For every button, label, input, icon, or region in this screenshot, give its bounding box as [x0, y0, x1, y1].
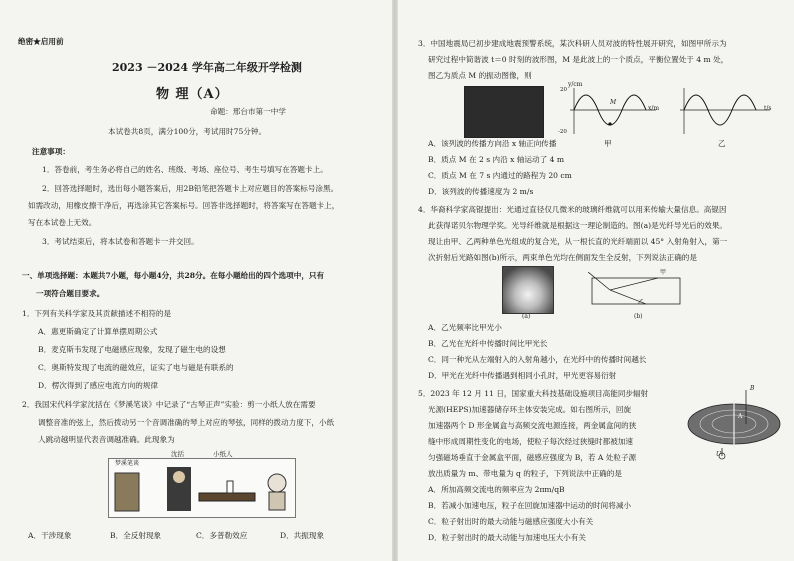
- fig-label-book: 梦溪笔谈: [115, 460, 140, 467]
- question-2: 2．我国宋代科学家沈括在《梦溪笔谈》中记录了“古琴正声”实验：剪一小纸人放在需要: [22, 400, 316, 409]
- section1-heading-cont: 一项符合题目要求。: [36, 289, 105, 298]
- wave-y20: 20: [560, 87, 567, 93]
- cyclotron-label-a: A: [738, 413, 743, 420]
- wave-xlabel-yi: t/s: [764, 105, 772, 112]
- q4-option-d: D．甲光在光纤中传播遇到相同小孔时，甲光更容易衍射: [428, 371, 617, 380]
- wave-ylabel: y/cm: [568, 81, 583, 88]
- wave-mark-m: M: [610, 99, 617, 106]
- q5-option-a: A．所加高频交流电的频率应为 2πm/qB: [428, 485, 565, 494]
- fig4-caption-b: (b): [634, 313, 643, 320]
- secret-label: 绝密★启用前: [18, 37, 64, 46]
- q1-option-d: D．楞次得到了感应电流方向的规律: [38, 381, 158, 390]
- wave-graph-jia: [570, 88, 656, 134]
- subject-title: 物 理（A）: [156, 87, 229, 102]
- exam-title: 2023 －2024 学年高二年级开学检测: [112, 61, 302, 74]
- q1-option-c: C．奥斯特发现了电流的磁效应，证实了电与磁是有联系的: [38, 363, 234, 372]
- question-4-cont2: 现让由甲、乙两种单色光组成的复合光，从一根长直的光纤端面以 45° 入射角射入，第一: [428, 237, 728, 246]
- question-3-end: 图乙为质点 M 的振动图像，则: [428, 71, 532, 80]
- fig-label-paper-man: 小纸人: [213, 450, 233, 458]
- fig4-label-jia: 甲: [660, 269, 667, 276]
- q2-option-c: C．多普勒效应: [196, 531, 248, 540]
- wave-caption-yi: 乙: [718, 139, 726, 148]
- q3-option-b: B．质点 M 在 2 s 内沿 x 轴运动了 4 m: [428, 155, 565, 164]
- fig4-caption-a: (a): [522, 313, 531, 320]
- q4-option-b: B．乙光在光纤中传播时间比甲光长: [428, 339, 548, 348]
- question-3: 3．中国地震局已初步建成地震预警系统，某次科研人员对波的特性展开研究，如图甲所示为: [418, 39, 727, 48]
- question-4: 4．华裔科学家高锟提出：光通过直径仅几微米的玻璃纤维就可以用来传输大量信息。高锟因: [418, 205, 727, 214]
- right-page: [398, 0, 794, 561]
- note-3: 3．考试结束后，将本试卷和答题卡一并交回。: [42, 237, 199, 246]
- section1-heading: 一、单项选择题：本题共7小题，每小题4分，共28分。在每小题给出的四个选项中，只有: [22, 271, 325, 280]
- wave-caption-jia: 甲: [604, 139, 612, 148]
- fiber-diagram: [588, 269, 684, 312]
- question-5-l6: 放出质量为 m、带电量为 q 的粒子，下列说法中正确的是: [428, 469, 622, 478]
- question-5-l2: 光源(HEPS)加速器储存环主体安装完成。如右图所示，回旋: [428, 405, 632, 414]
- question-5: 5．2023 年 12 月 11 日，国家重大科技基础设施项目高能同步辐射: [418, 389, 649, 398]
- author: 命题：邢台市第一中学: [210, 107, 286, 116]
- q3-option-a: A．该列波的传播方向沿 x 轴正向传播: [428, 139, 557, 148]
- question-5-l5: 匀强磁场垂直于金属盒平面，磁感应强度为 B，若 A 处粒子源: [428, 453, 637, 462]
- question-3-cont: 研究过程中简谐波 t＝0 时刻的波形图，M 是此波上的一个质点，平衡位置处于 4 m 处，: [428, 55, 729, 64]
- cyclotron-label-u: U: [716, 451, 722, 458]
- guqin-illustration: [108, 450, 296, 518]
- q5-option-b: B．若减小加速电压，粒子在回旋加速器中运动的时间将减小: [428, 501, 632, 510]
- guqin-drawing: [109, 459, 295, 517]
- question-5-l3: 加速器两个 D 形金属盒与高频交流电源连接，两金属盒间的狭: [428, 421, 637, 430]
- q2-option-b: B．全反射现象: [110, 531, 162, 540]
- fig4-label-yi: 乙: [638, 299, 645, 306]
- question-5-l4: 缝中形成周期性变化的电场，使粒子每次经过狭缝时都被加速: [428, 437, 634, 446]
- question-4-cont: 此获得诺贝尔物理学奖。光导纤维就是根据这一理论制造的。图(a)是光纤导光后的效果。: [428, 221, 728, 230]
- q4-option-a: A．乙光频率比甲光小: [428, 323, 502, 332]
- q4-option-c: C．同一种光从左端射入的入射角越小，在光纤中的传播时间越长: [428, 355, 647, 364]
- q2-option-d: D．共振现象: [280, 531, 325, 540]
- exam-info: 本试卷共8页，满分100分，考试用时75分钟。: [108, 127, 267, 136]
- question-2-end: 人跳动越明显代表音调越准确。此现象为: [38, 435, 175, 444]
- q3-option-c: C．质点 M 在 7 s 内通过的路程为 20 cm: [428, 171, 572, 180]
- q5-option-c: C．粒子射出时的最大动能与磁感应强度大小有关: [428, 517, 594, 526]
- fig-label-shenkuo: 沈括: [171, 450, 184, 458]
- note-2-end: 写在本试卷上无效。: [28, 218, 97, 227]
- notes-heading: 注意事项：: [32, 147, 70, 156]
- note-2-cont: 如需改动，用橡皮擦干净后，再选涂其它答案标号。回答非选择题时，将答案写在答题卡上，: [28, 201, 340, 210]
- q1-option-a: A．惠更斯确定了计算单摆周期公式: [38, 327, 158, 336]
- question-1: 1．下列有关科学家及其贡献描述不相符的是: [22, 309, 172, 318]
- question-4-end: 次折射后光路如图(b)所示，两束单色光均在侧面发生全反射，下列说法正确的是: [428, 253, 697, 262]
- earthquake-warning-photo: [464, 86, 544, 138]
- wave-graphs: [564, 81, 778, 144]
- cyclotron-diagram: [684, 390, 784, 460]
- q2-option-a: A．干涉现象: [28, 531, 72, 540]
- q5-option-d: D．粒子射出时的最大动能与加速电压大小有关: [428, 533, 586, 542]
- note-1: 1．答卷前，考生务必将自己的姓名、班级、考场、座位号、考生号填写在答题卡上。: [42, 165, 328, 174]
- wave-xlabel-jia: x/m: [648, 105, 660, 112]
- left-page: [0, 0, 392, 561]
- q3-option-d: D．该列波的传播速度为 2 m/s: [428, 187, 534, 196]
- question-2-cont: 调整音准的弦上，然后拨动另一个音调准确的琴上对应的琴弦，同样的拨动力度下，小纸: [38, 418, 335, 427]
- cyclotron-label-b: B: [750, 385, 755, 392]
- wave-yneg20: -20: [558, 129, 567, 135]
- note-2: 2．回答选择题时，选出每小题答案后，用2B铅笔把答题卡上对应题目的答案标号涂黑。: [42, 184, 339, 193]
- optical-fiber-photo: [502, 266, 554, 314]
- wave-graph-yi: [680, 88, 770, 134]
- q1-option-b: B．麦克斯韦发现了电磁感应现象，发现了磁生电的设想: [38, 345, 226, 354]
